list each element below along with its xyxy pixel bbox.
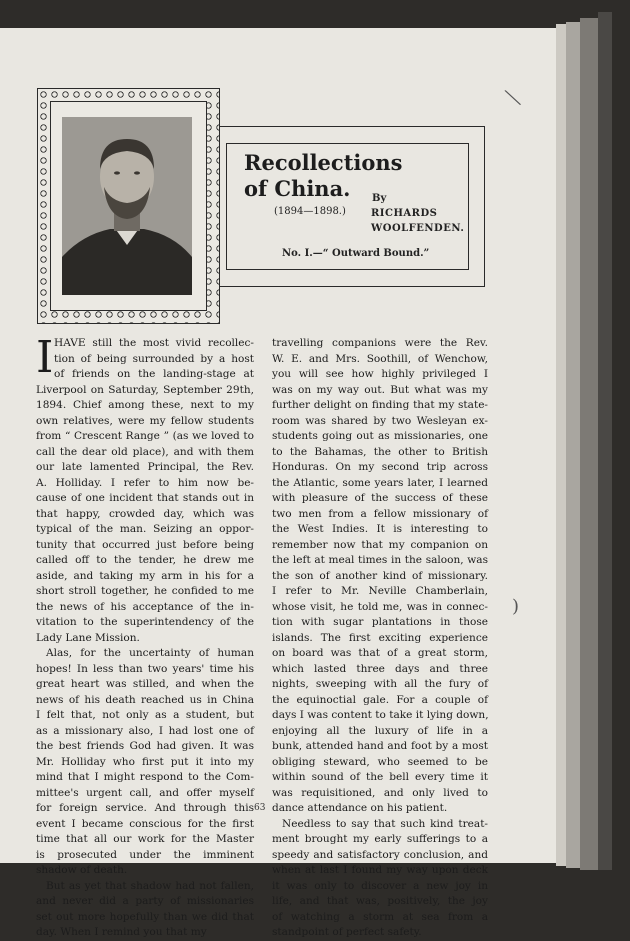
body-line: ment brought my early sufferings to a: [272, 833, 488, 845]
body-line: great heart was stilled, and when the: [36, 678, 254, 690]
body-line: further delight on finding that my state-: [272, 399, 488, 411]
body-line: own relatives, were my fellow students: [36, 414, 254, 427]
body-line: from “ Crescent Range ” (as we loved to: [36, 430, 254, 442]
body-line: set out more hopefully than we did that: [36, 910, 254, 923]
body-column-left: [36, 332, 254, 941]
body-line: cause of one incident that stands out in: [36, 492, 254, 504]
body-line: But as yet that shadow had not fallen,: [46, 879, 254, 892]
book-edge-pages: [566, 22, 580, 868]
body-line: 1894. Chief among these, next to my: [36, 399, 254, 411]
body-line: the news of his acceptance of the in-: [36, 600, 254, 613]
author-line-2: WOOLFENDEN.: [371, 223, 465, 234]
body-line: Alas, for the uncertainty of human: [46, 647, 254, 659]
body-line: shadow of death.: [36, 864, 128, 876]
body-line: HAVE still the most vivid recollec-: [54, 337, 254, 349]
body-line: as a missionary also, I had lost one of: [36, 724, 254, 737]
body-line: I refer to Mr. Neville Chamberlain,: [272, 585, 488, 597]
body-line: A. Holliday. I refer to him now be-: [36, 476, 254, 489]
byline-by: By: [372, 193, 387, 204]
body-line: tunity that occurred just before being: [36, 538, 254, 551]
body-line: which lasted three days and three: [272, 662, 488, 675]
pencil-mark: ): [512, 596, 520, 617]
body-line: students going out as missionaries, one: [272, 430, 488, 442]
body-line: the son of another kind of missionary.: [272, 569, 488, 582]
body-line: travelling companions were the Rev.: [272, 337, 488, 349]
body-line: our late lamented Principal, the Rev.: [36, 461, 254, 473]
article-dates: (1894—1898.): [274, 206, 346, 217]
pencil-mark: ╲: [505, 86, 521, 109]
body-line: enjoying all the luxury of life in a: [272, 724, 488, 737]
body-line: the best friends God had given. It was: [36, 740, 254, 752]
body-line: with pleasure of the success of these: [272, 492, 488, 504]
body-line: the equinoctial gale. For a couple of: [272, 693, 488, 706]
body-line: standpoint of perfect safety.: [272, 926, 422, 938]
body-line: Honduras. On my second trip across: [272, 461, 488, 473]
body-line: dance attendance on his patient.: [272, 802, 448, 814]
body-line: that happy, crowded day, which was: [36, 507, 254, 520]
body-line: and never did a party of missionaries: [36, 895, 254, 907]
body-line: was on my way out. But what was my: [272, 383, 488, 396]
body-line: of friends on the landing-stage at: [54, 368, 254, 380]
body-line: tion with sugar plantations in those: [272, 616, 488, 628]
body-line: two men from a fellow missionary of: [272, 507, 488, 520]
body-line: day. When I remind you that my: [36, 926, 207, 938]
body-line: life, and that was, positively, the joy: [272, 895, 488, 907]
body-line: islands. The first exciting experience: [272, 631, 488, 644]
page-number: 63: [254, 803, 266, 813]
book-edge-dark: [598, 12, 612, 870]
body-line: I felt that, not only as a student, but: [36, 709, 254, 721]
body-line: whose visit, he told me, was in connec-: [272, 600, 488, 613]
body-line: the Atlantic, some years later, I learned: [272, 476, 488, 489]
body-line: remember now that my companion on: [272, 538, 488, 551]
body-column-right: [272, 336, 488, 941]
body-line: days I was content to take it lying down,: [272, 709, 489, 721]
body-line: to the Bahamas, the other to British: [272, 445, 488, 458]
body-line: time that all our work for the Master: [36, 833, 254, 845]
body-line: W. E. and Mrs. Soothill, of Wenchow,: [272, 352, 488, 365]
body-line: short stroll together, he confided to me: [36, 585, 254, 597]
body-line: vitation to the superintendency of the: [36, 616, 254, 628]
body-line: of watching a storm at sea from a: [272, 910, 488, 923]
book-edge-shadow: [580, 18, 598, 870]
body-line: call the dear old place), and with them: [36, 445, 254, 458]
body-line: event I became conscious for the first: [36, 817, 254, 830]
body-line: the left at meal times in the saloon, was: [272, 554, 488, 566]
body-line: was requisitioned, and only lived to: [272, 786, 488, 799]
body-line: bunk, attended hand and foot by a most: [272, 740, 488, 752]
article-part-number: No. I.—“ Outward Bound.”: [282, 248, 430, 259]
body-line: speedy and satisfactory conclusion, and: [272, 848, 488, 861]
body-line: hopes! In less than two years' time his: [36, 662, 254, 675]
author-name: [371, 206, 464, 236]
drop-cap: I: [36, 332, 54, 383]
body-line: for foreign service. And through this: [36, 802, 254, 814]
body-line: mind that I might respond to the Com-: [36, 771, 254, 783]
body-line: typical of the man. Seizing an oppor-: [36, 523, 254, 535]
body-line: tion of being surrounded by a host: [54, 352, 254, 365]
body-line: Mr. Holliday who first put it into my: [36, 755, 254, 768]
author-portrait-photo: [62, 117, 192, 295]
body-line: nights, sweeping with all the fury of: [272, 678, 488, 690]
body-line: news of his death reached us in China: [36, 693, 254, 706]
body-line: room was shared by two Wesleyan ex-: [272, 414, 488, 427]
body-line: within sound of the bell every time it: [272, 771, 488, 783]
title-line-1: Recollections: [244, 150, 403, 175]
body-line: Lady Lane Mission.: [36, 631, 140, 644]
title-line-2: of China.: [244, 176, 351, 201]
body-line: when at last I found my way upon deck: [272, 864, 488, 876]
book-edge-light: [556, 24, 566, 866]
body-line: mittee's urgent call, and offer myself: [36, 786, 254, 799]
body-line: Liverpool on Saturday, September 29th,: [36, 383, 254, 396]
body-line: the West Indies. It is interesting to: [272, 523, 488, 535]
article-title: [244, 150, 444, 202]
body-line: obliging steward, who seemed to be: [272, 755, 488, 768]
author-line-1: RICHARDS: [371, 208, 438, 219]
body-line: called off to the tender, he drew me: [36, 554, 254, 566]
body-line: is prosecuted under the imminent: [36, 848, 254, 861]
body-line: on board was that of a great storm,: [272, 647, 488, 659]
body-line: aside, and taking my arm in his for a: [36, 569, 254, 582]
body-line: you will see how highly privileged I: [272, 368, 488, 380]
body-line: it was only to discover a new joy in: [272, 879, 488, 892]
body-line: Needless to say that such kind treat-: [282, 817, 488, 830]
